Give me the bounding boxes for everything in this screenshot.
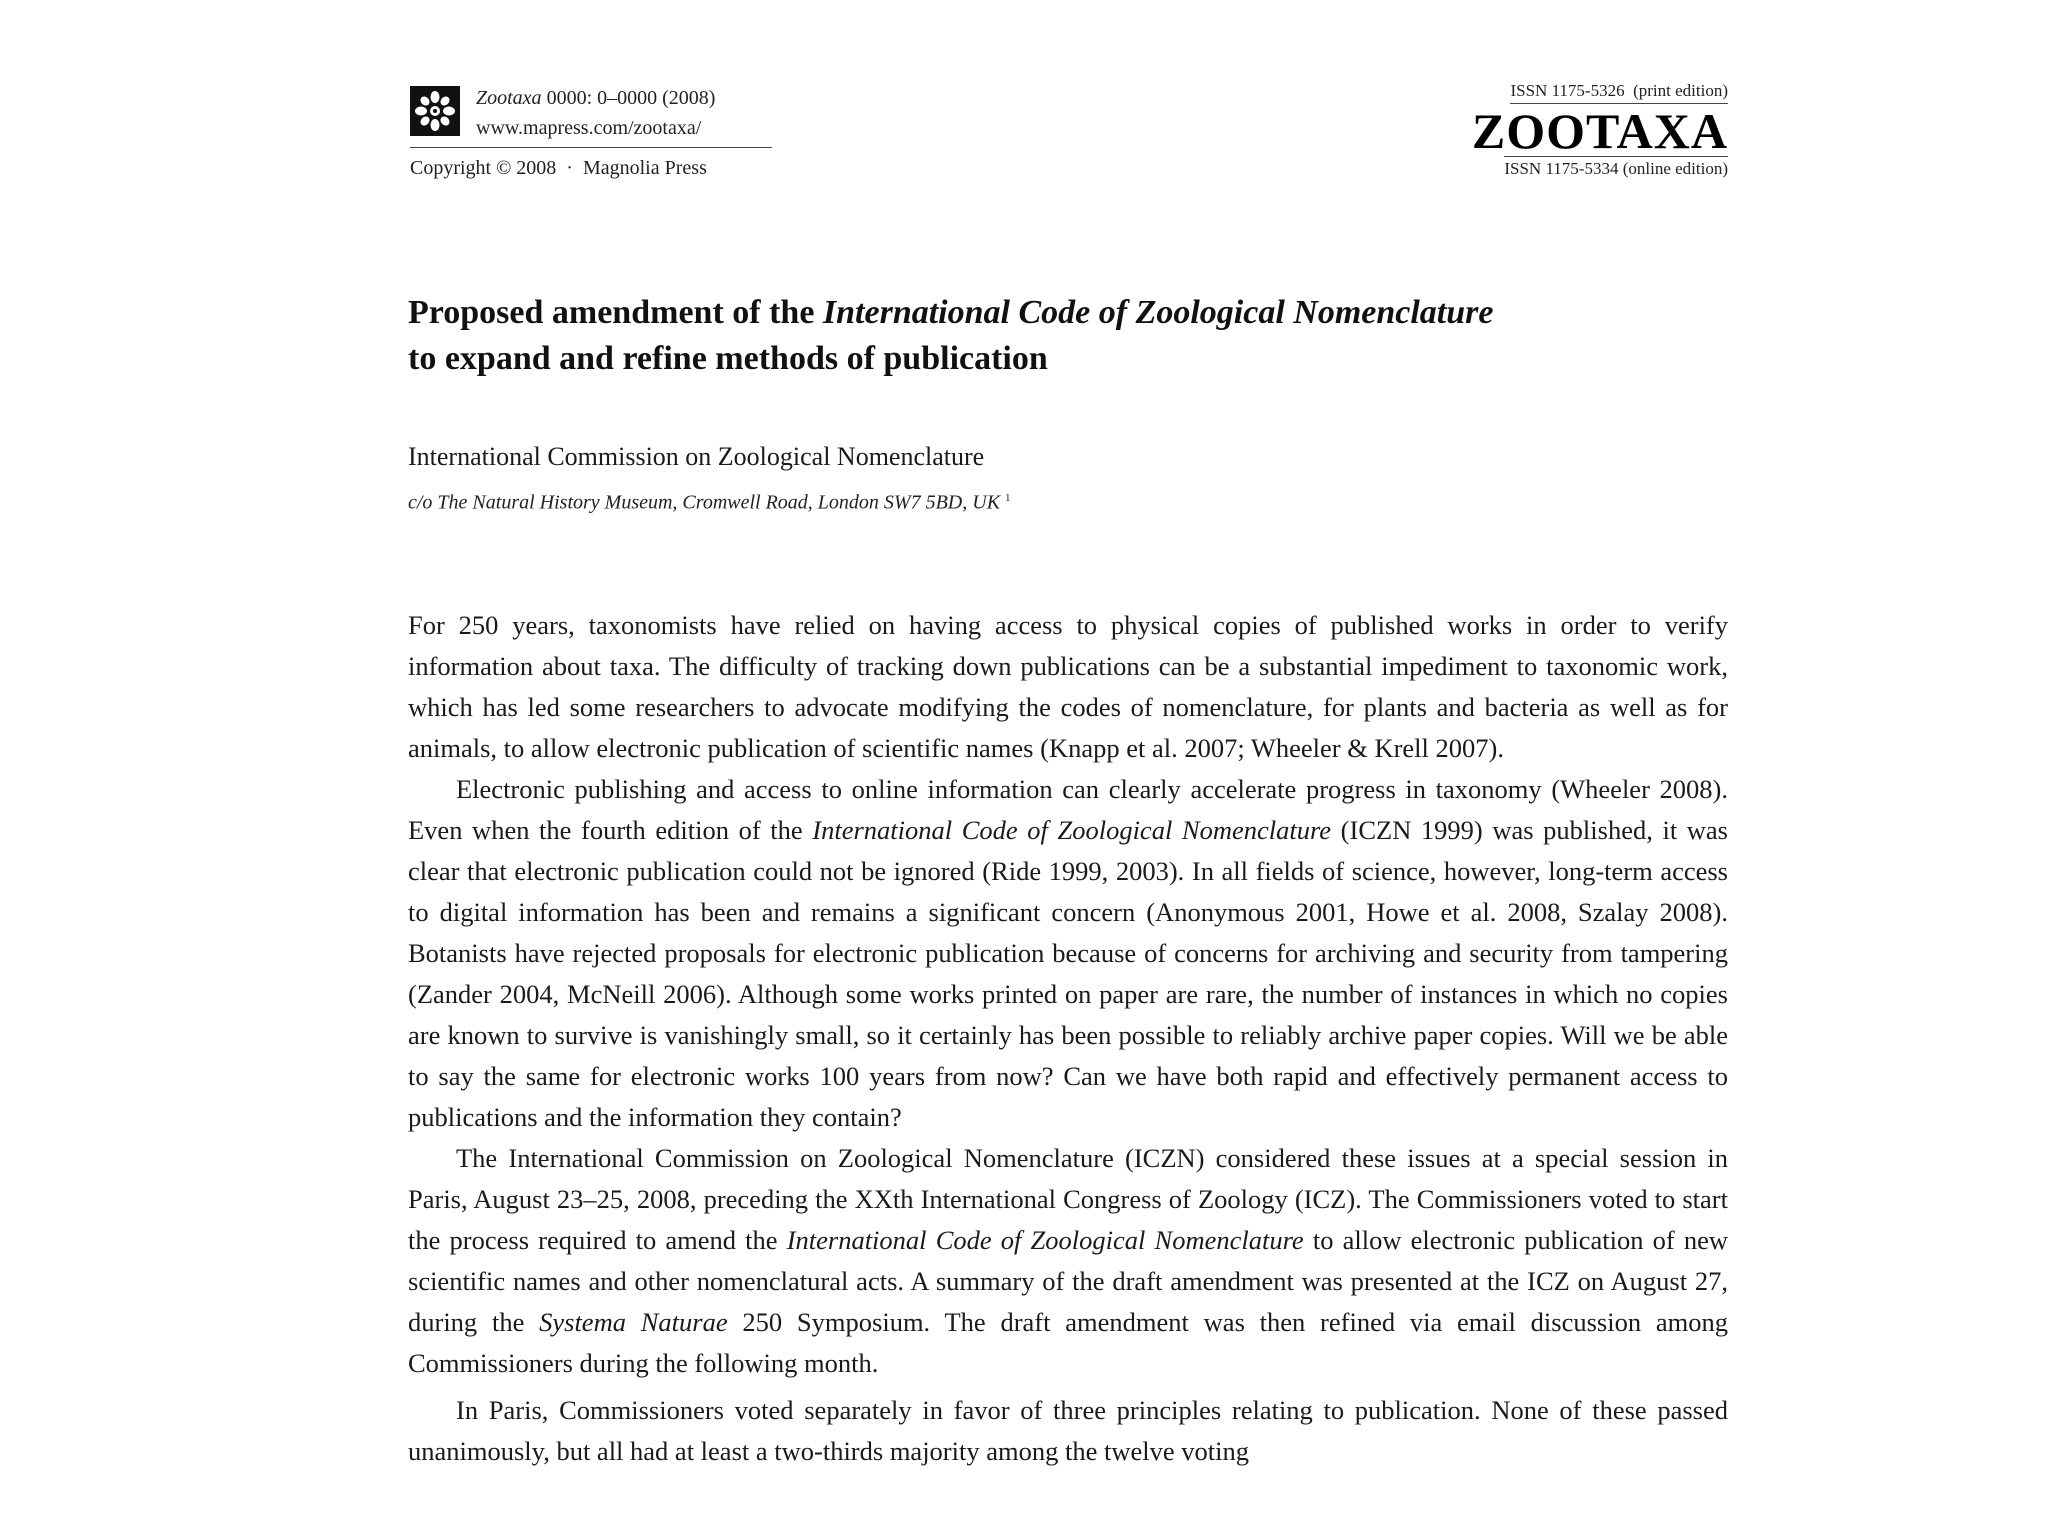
- citation-block: [476, 83, 715, 143]
- citation-volume: 0000: 0–0000 (2008): [541, 87, 716, 109]
- journal-name: Zootaxa: [476, 87, 542, 109]
- p2-text-b: (ICZN 1999) was published, it was clear that electronic publication could not be ignored (Ride 1999, 2003). In all fields of science, however, long-term access to digital information has been and remains a significant concern (Anonymous 2001, Howe et al. 2008, Szalay 2008). Botanists have rejected proposals for electronic publication because of concerns for archiving and security from tampering (Zander 2004, McNeill 2006). Although some works printed on paper are rare, the number of instances in which no copies are known to survive is vanishingly small, so it certainly has been possible to reliably archive paper copies. Will we be able to say the same for electronic works 100 years from now? Can we have both rapid and effectively permanent access to publications and the information they contain?: [408, 815, 1728, 1132]
- p3-italic-systema: Systema Naturae: [539, 1307, 728, 1337]
- p3-text-a: The International Commission on Zoological Nomenclature (ICZN) considered these issues at a special session in Paris, August 23–25, 2008, preceding the XXth International Congress of Zoology (ICZ). The Commissioners voted to start the process required to amend the: [408, 1143, 1728, 1255]
- author-name: International Commission on Zoological Nomenclature: [408, 442, 985, 471]
- journal-citation: [476, 83, 715, 113]
- issn-online: ISSN 1175-5334 (online edition): [1504, 156, 1728, 180]
- paragraph-3: [408, 1138, 1728, 1384]
- author-affiliation: [408, 484, 1011, 517]
- title-italic: International Code of Zoological Nomenclature: [822, 294, 1494, 331]
- zootaxa-logo-icon: [410, 86, 460, 136]
- issn-block: [1428, 80, 1728, 180]
- affiliation-footnote-marker: 1: [1005, 492, 1011, 504]
- article-title: [408, 290, 1728, 382]
- paragraph-2: [408, 769, 1728, 1138]
- paragraph-4: In Paris, Commissioners voted separately in favor of three principles relating to publication. None of these passed unanimously, but all had at least a two-thirds majority among the twelve voting: [408, 1395, 1728, 1466]
- p2-italic: International Code of Zoological Nomenclature: [812, 815, 1332, 845]
- copyright-line: Copyright © 2008 · Magnolia Press: [410, 157, 707, 179]
- paragraph-1: For 250 years, taxonomists have relied on having access to physical copies of published works in order to verify information about taxa. The difficulty of tracking down publications can be a substantial impediment to taxonomic work, which has led some researchers to advocate modifying the codes of nomenclature, for plants and bacteria as well as for animals, to allow electronic publication of scientific names (Knapp et al. 2007; Wheeler & Krell 2007).: [408, 610, 1728, 763]
- affiliation-text: c/o The Natural History Museum, Cromwell Road, London SW7 5BD, UK: [408, 491, 1001, 514]
- p3-text-b: to allow electronic publication of new scientific names and other nomenclatural acts. A summary of the draft amendment was presented at the ICZ on August 27, during the: [408, 1225, 1728, 1337]
- p3-italic-code: International Code of Zoological Nomenclature: [786, 1225, 1304, 1255]
- title-suffix: to expand and refine methods of publication: [408, 340, 1048, 377]
- header-divider: [410, 147, 772, 148]
- issn-print: ISSN 1175-5326 (print edition): [1510, 80, 1728, 104]
- p3-text-c: 250 Symposium. The draft amendment was then refined via email discussion among Commissioners during the following month.: [408, 1307, 1728, 1378]
- p2-text-a: Electronic publishing and access to online information can clearly accelerate progress in taxonomy (Wheeler 2008). Even when the fourth edition of the: [408, 774, 1728, 845]
- journal-url[interactable]: www.mapress.com/zootaxa/: [476, 117, 702, 139]
- article-body: [408, 605, 1728, 1472]
- title-prefix: Proposed amendment of the: [408, 294, 823, 331]
- journal-wordmark: ZOOTAXA: [1471, 103, 1728, 159]
